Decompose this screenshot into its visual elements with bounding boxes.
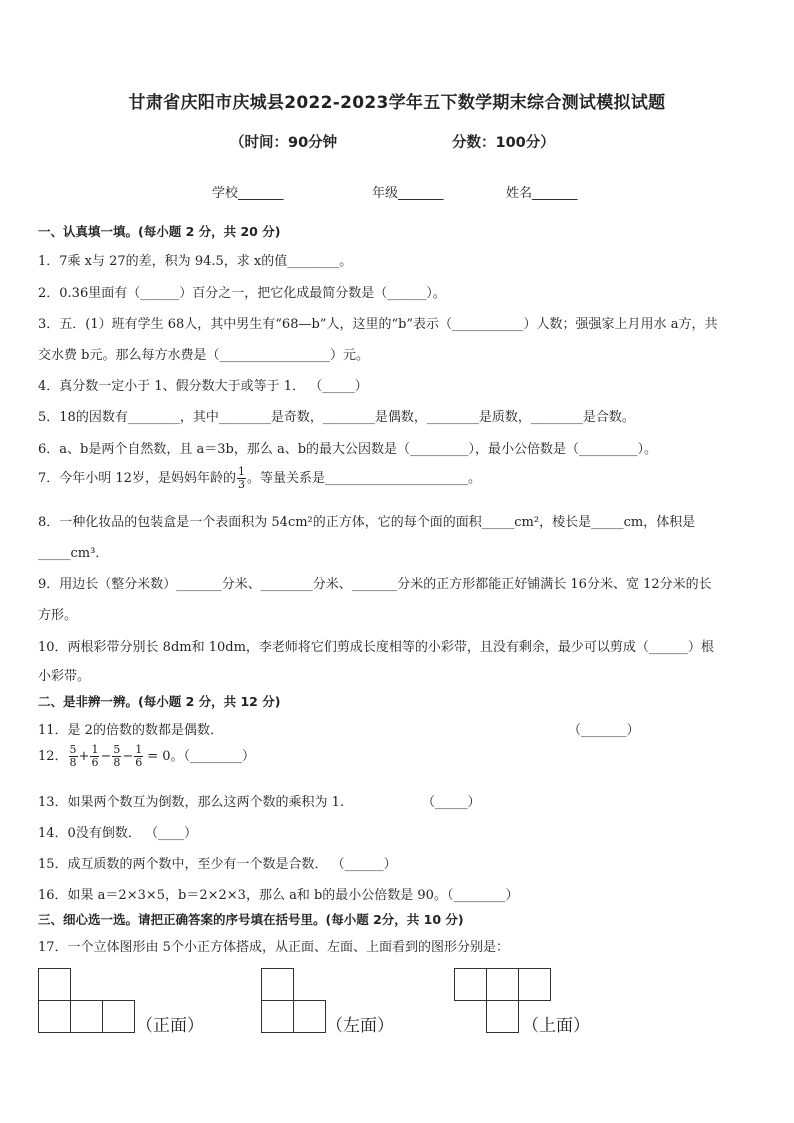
exam-time: （时间：90分钟 [230, 135, 338, 151]
fraction-numerator: 1 [237, 465, 245, 478]
fraction-numerator: 1 [91, 743, 99, 756]
question-7-tail: 。等量关系是______________________。 [246, 471, 481, 486]
question-8-line2: _____cm³． [38, 546, 109, 561]
question-13: 13．如果两个数互为倒数，那么这两个数的乘积为 1. [38, 795, 345, 810]
exam-score: 分数：100分） [452, 135, 555, 151]
question-8-line1: 8．一种化妆品的包装盒是一个表面积为 54cm²的正方体，它的每个面的面积_____cm²，棱长是_____cm，体积是 [38, 515, 696, 530]
school-field[interactable]: 学校_______ [212, 186, 284, 201]
fraction-one-third [237, 466, 246, 491]
question-12-tail: = 0。（________） [147, 749, 256, 764]
square-cell [38, 968, 71, 1001]
fraction-denominator: 8 [69, 756, 77, 769]
operator-minus: − [122, 749, 134, 764]
fraction-denominator: 6 [91, 756, 99, 769]
question-17: 17．一个立体图形由 5个小正方体搭成，从正面、左面、上面看到的图形分别是： [38, 940, 509, 955]
question-14: 14．0没有倒数． （____） [38, 826, 197, 841]
question-2: 2．0.36里面有（______）百分之一，把它化成最简分数是（______）。 [38, 286, 446, 301]
operator-plus: + [78, 749, 90, 764]
square-cell [102, 1000, 135, 1033]
section-3-heading: 三、细心选一选。请把正确答案的序号填在括号里。(每小题 2分，共 10 分) [38, 912, 464, 927]
question-3-line2: 交水费 b元。那么每方水费是（_________________）元。 [38, 348, 369, 363]
question-4: 4．真分数一定小于 1、假分数大于或等于 1． （_____） [38, 379, 368, 394]
question-9-line2: 方形。 [38, 608, 78, 623]
question-3-line1: 3．五．(1）班有学生 68人，其中男生有“68—b”人，这里的“b”表示（___________）人数；强强家上月用水 a方，共 [38, 317, 718, 332]
square-cell [70, 1000, 103, 1033]
top-view-label: （上面） [522, 1016, 590, 1036]
question-11: 11．是 2的倍数的数都是偶数． [38, 723, 223, 738]
question-1: 1．7乘 x与 27的差，积为 94.5，求 x的值________。 [38, 254, 353, 269]
question-16: 16．如果 a＝2×3×5，b＝2×2×3，那么 a和 b的最小公倍数是 90。（________） [38, 888, 519, 903]
page-title: 甘肃省庆阳市庆城县2022-2023学年五下数学期末综合测试模拟试题 [128, 93, 666, 113]
section-1-heading: 一、认真填一填。(每小题 2 分，共 20 分) [38, 224, 281, 239]
question-5: 5．18的因数有________，其中________是奇数，________是偶数，________是质数，________是合数。 [38, 410, 635, 425]
question-9-line1: 9．用边长（整分米数）_______分米、________分米、_______分米的正方形都能正好铺满长 16分米、宽 12分米的长 [38, 577, 712, 592]
fraction-1-6 [134, 744, 143, 769]
name-field[interactable]: 姓名_______ [506, 186, 578, 201]
fraction-denominator: 8 [113, 756, 121, 769]
fraction-numerator: 1 [135, 743, 143, 756]
grade-field[interactable]: 年级_______ [372, 186, 444, 201]
square-cell [38, 1000, 71, 1033]
question-7 [38, 466, 481, 491]
fraction-numerator: 5 [69, 743, 77, 756]
question-7-text: 7．今年小明 12岁，是妈妈年龄的 [38, 471, 236, 486]
left-view-label: （左面） [326, 1016, 394, 1036]
question-10-line2: 小彩带。 [38, 669, 91, 684]
question-12-number: 12． [38, 749, 68, 764]
fraction-5-8 [69, 744, 78, 769]
square-cell [454, 968, 487, 1001]
question-13-blank[interactable]: （_____） [422, 795, 481, 810]
square-cell [261, 968, 294, 1001]
section-2-heading: 二、是非辨一辨。(每小题 2 分，共 12 分) [38, 694, 281, 709]
question-12 [38, 744, 255, 769]
fraction-1-6 [90, 744, 99, 769]
fraction-numerator: 5 [113, 743, 121, 756]
question-15: 15．成互质数的两个数中，至少有一个数是合数． （______） [38, 857, 397, 872]
question-10-line1: 10．两根彩带分别长 8dm和 10dm，李老师将它们剪成长度相等的小彩带，且没有剩余，最少可以剪成（______）根 [38, 640, 714, 655]
question-11-blank[interactable]: （_______） [568, 723, 640, 738]
square-cell [486, 1000, 519, 1033]
square-cell [518, 968, 551, 1001]
fraction-5-8 [112, 744, 121, 769]
question-6: 6．a、b是两个自然数，且 a＝3b，那么 a、b的最大公因数是（_________），最小公倍数是（_________）。 [38, 442, 658, 457]
square-cell [486, 968, 519, 1001]
fraction-denominator: 6 [135, 756, 143, 769]
fraction-denominator: 3 [237, 478, 245, 491]
square-cell [293, 1000, 326, 1033]
square-cell [261, 1000, 294, 1033]
front-view-label: （正面） [136, 1016, 204, 1036]
operator-minus: − [100, 749, 112, 764]
